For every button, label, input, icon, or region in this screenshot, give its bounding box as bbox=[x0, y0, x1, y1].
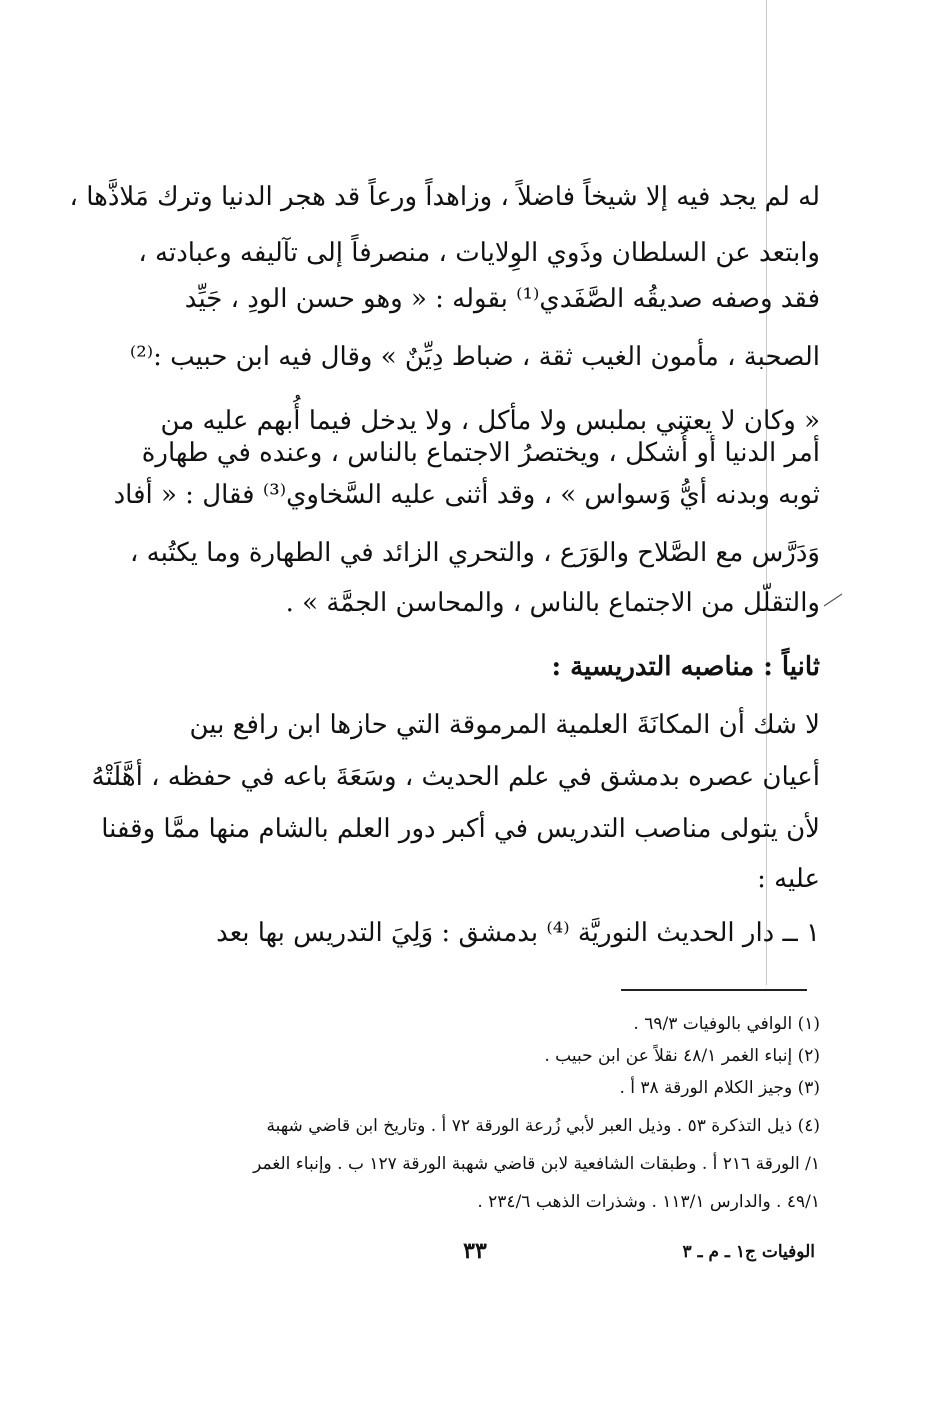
body-line-7: ثوبه وبدنه أيُّ وَسواس » ، وقد أثنى عليه السَّخاوي⁽³⁾ فقال : « أفاد bbox=[113, 480, 820, 510]
footnote-2: (٢) إنباء الغمر ٤٨/١ نقلاً عن ابن حبيب . bbox=[544, 1046, 820, 1066]
page-number: ٣٣ bbox=[463, 1238, 487, 1264]
section-line-2: أعيان عصره بدمشق في علم الحديث ، وسَعَةَ باعه في حفظه ، أهَّلَتْهُ bbox=[91, 762, 820, 792]
body-line-4: الصحبة ، مأمون الغيب ثقة ، ضباط دِيِّنٌ » وقال فيه ابن حبيب :⁽²⁾ bbox=[129, 342, 820, 372]
margin-pencil-mark bbox=[822, 588, 844, 610]
footnote-4-line-2: ١/ الورقة ٢١٦ أ . وطبقات الشافعية لابن قاضي شهبة الورقة ١٢٧ ب . وإنباء الغمر bbox=[253, 1154, 820, 1174]
body-line-6: أمر الدنيا أو أُشكل ، ويختصرُ الاجتماع بالناس ، وعنده في طهارة bbox=[141, 438, 820, 468]
body-line-9: والتقلّل من الاجتماع بالناس ، والمحاسن الجمَّة » . bbox=[285, 588, 820, 618]
section-heading: ثانياً : مناصبه التدريسية : bbox=[551, 652, 820, 682]
footnote-3: (٣) وجيز الكلام الورقة ٣٨ أ . bbox=[619, 1078, 820, 1098]
section-line-3: لأن يتولى مناصب التدريس في أكبر دور العلم بالشام منها ممَّا وقفنا bbox=[101, 814, 820, 844]
footnote-1: (١) الوافي بالوفيات ٦٩/٣ . bbox=[633, 1014, 820, 1034]
body-line-1: له لم يجد فيه إلا شيخاً فاضلاً ، وزاهداً ورعاً قد هجر الدنيا وترك مَلاذَّها ، bbox=[69, 182, 820, 212]
footnote-4-line-1: (٤) ذيل التذكرة ٥٣ . وذيل العبر لأبي زُرعة الورقة ٧٢ أ . وتاريخ ابن قاضي شهبة bbox=[266, 1116, 820, 1136]
body-line-2: وابتعد عن السلطان وذَوي الوِلايات ، منصرفاً إلى تآليفه وعبادته ، bbox=[138, 238, 820, 268]
section-line-4: عليه : bbox=[757, 864, 820, 894]
book-signature: الوفيات ج١ ـ م ـ ٣ bbox=[682, 1242, 815, 1262]
body-line-5: « وكان لا يعتني بملبس ولا مأكل ، ولا يدخل فيما أُبهم عليه من bbox=[160, 406, 820, 436]
body-line-3: فقد وصفه صديقُه الصَّفَدي⁽¹⁾ بقوله : « وهو حسن الودِ ، جَيِّد bbox=[184, 284, 820, 314]
footnote-4-line-3: ٤٩/١ . والدارس ١١٣/١ . وشذرات الذهب ٢٣٤/٦ . bbox=[477, 1192, 820, 1212]
section-line-1: لا شك أن المكانَةَ العلمية المرموقة التي حازها ابن رافع بين bbox=[189, 710, 820, 740]
section-line-5: ١ ــ دار الحديث النوريَّة ⁽⁴⁾ بدمشق : وَلِيَ التدريس بها بعد bbox=[216, 918, 820, 948]
footnote-separator bbox=[621, 989, 807, 991]
body-line-8: وَدَرَّس مع الصَّلاح والوَرَع ، والتحري الزائد في الطهارة وما يكتُبه ، bbox=[130, 538, 820, 568]
